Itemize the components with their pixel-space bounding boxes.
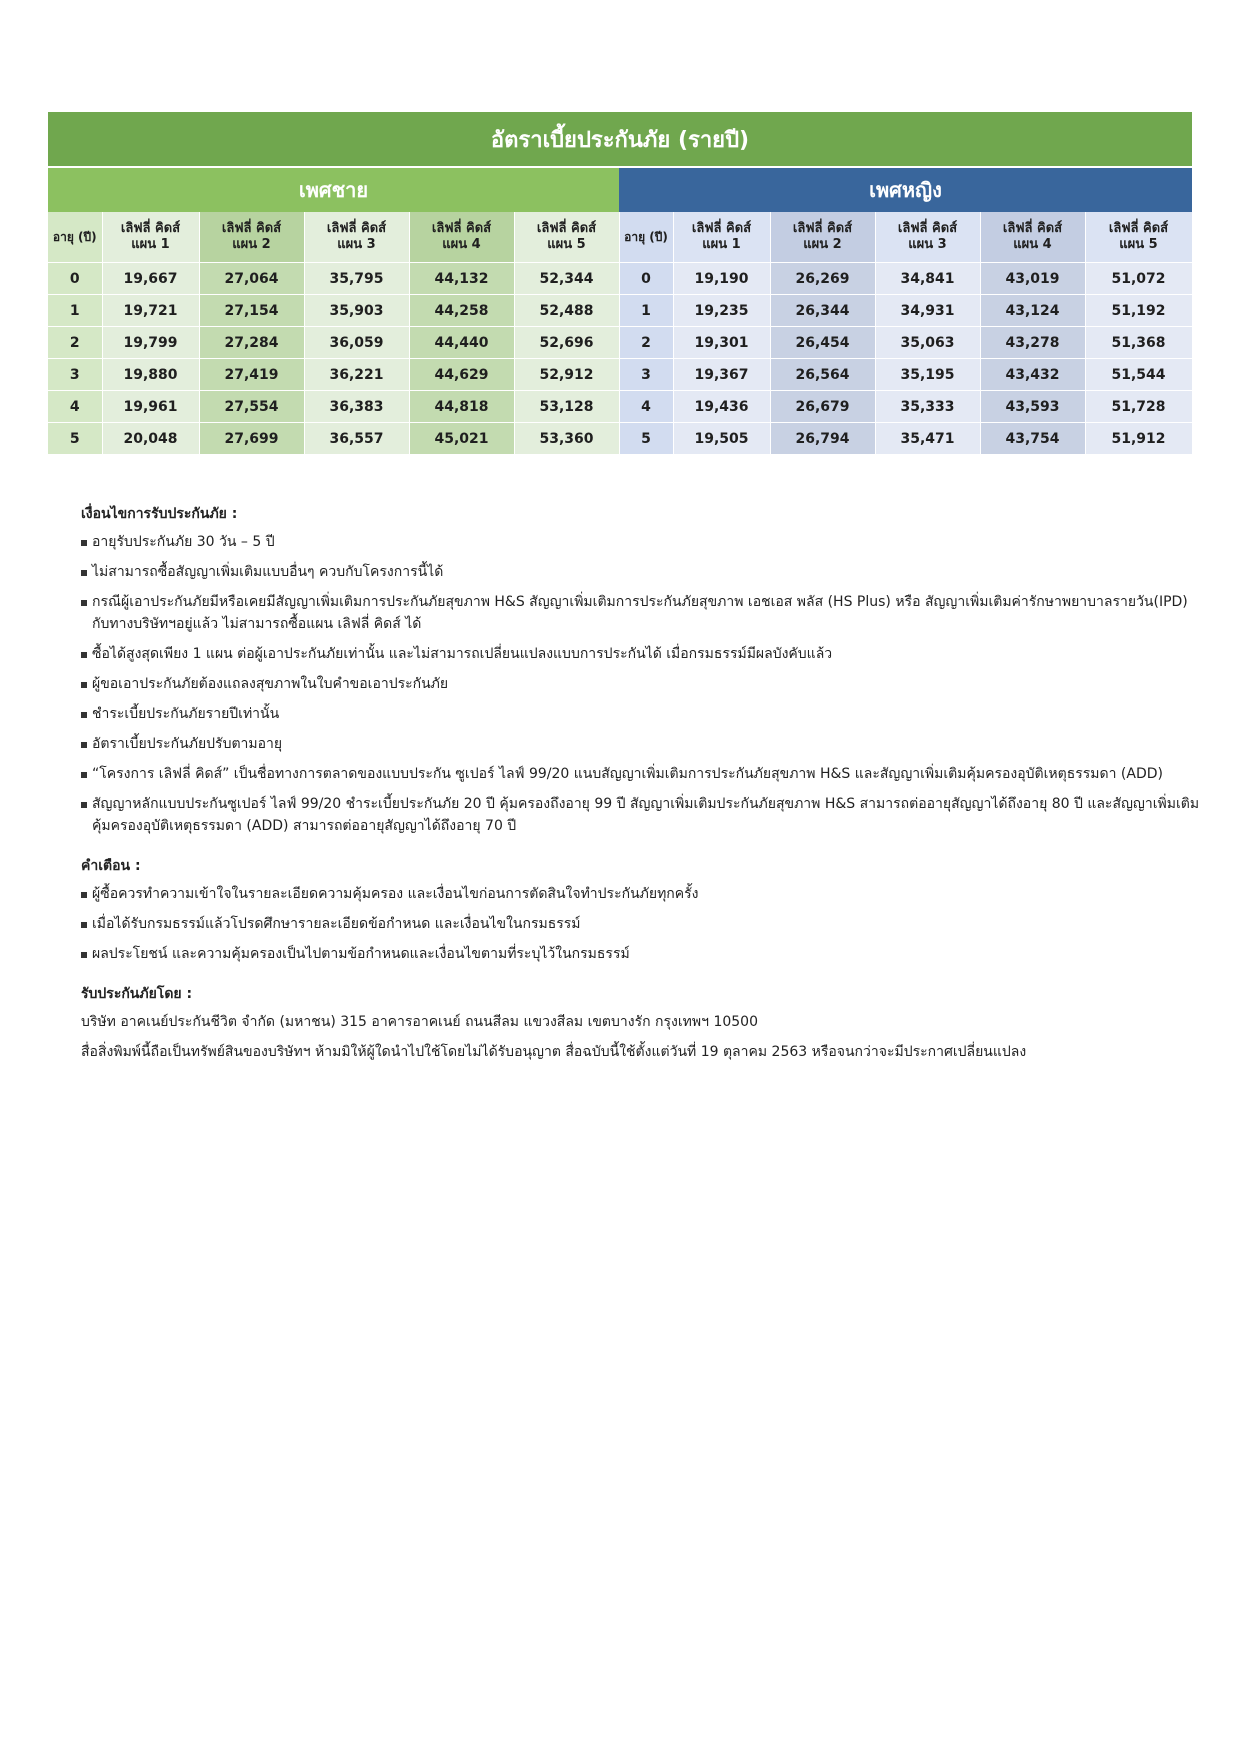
female-premium-cell: 51,544 — [1085, 359, 1192, 391]
list-item: อัตราเบี้ยประกันภัยปรับตามอายุ — [81, 733, 1201, 755]
female-premium-cell: 34,931 — [875, 295, 980, 327]
female-premium-cell: 19,505 — [673, 423, 770, 455]
female-premium-cell: 26,679 — [770, 391, 875, 423]
male-age-cell: 3 — [48, 359, 102, 391]
male-premium-cell: 27,419 — [199, 359, 304, 391]
male-premium-cell: 27,699 — [199, 423, 304, 455]
list-item: กรณีผู้เอาประกันภัยมีหรือเคยมีสัญญาเพิ่มเติมการประกันภัยสุขภาพ H&S สัญญาเพิ่มเติมการประกันภัยสุขภาพ เอชเอส พลัส (HS Plus) หรือ สัญญาเพิ่มเติมค่ารักษาพยาบาลรายวัน(IPD) กับทางบริษัทฯอยู่แล้ว ไม่สามารถซื้อแผน เลิฟลี่ คิดส์ ได้ — [81, 591, 1201, 635]
female-section-header: เพศหญิง — [619, 167, 1192, 212]
male-premium-cell: 35,903 — [304, 295, 409, 327]
male-age-cell: 2 — [48, 327, 102, 359]
female-premium-cell: 34,841 — [875, 263, 980, 295]
female-age-cell: 1 — [619, 295, 673, 327]
female-age-cell: 5 — [619, 423, 673, 455]
male-premium-cell: 36,221 — [304, 359, 409, 391]
table-row — [48, 263, 1192, 295]
warnings-list — [81, 883, 1201, 965]
copyright-notice: สื่อสิ่งพิมพ์นี้ถือเป็นทรัพย์สินของบริษัทฯ ห้ามมิให้ผู้ใดนำไปใช้โดยไม่ได้รับอนุญาต สื่อฉบับนี้ใช้ตั้งแต่วันที่ 19 ตุลาคม 2563 หรือจนกว่าจะมีประกาศเปลี่ยนแปลง — [81, 1044, 1027, 1060]
female-premium-cell: 51,192 — [1085, 295, 1192, 327]
male-premium-cell: 53,128 — [514, 391, 619, 423]
male-premium-cell: 44,258 — [409, 295, 514, 327]
male-premium-cell: 19,799 — [102, 327, 199, 359]
male-premium-cell: 44,440 — [409, 327, 514, 359]
female-plan-4-header: เลิฟลี่ คิดส์ แผน 4 — [980, 212, 1085, 263]
male-section-header: เพศชาย — [48, 167, 619, 212]
female-premium-cell: 43,019 — [980, 263, 1085, 295]
female-plan-1-header: เลิฟลี่ คิดส์ แผน 1 — [673, 212, 770, 263]
male-premium-cell: 44,818 — [409, 391, 514, 423]
female-premium-cell: 19,301 — [673, 327, 770, 359]
male-premium-cell: 44,132 — [409, 263, 514, 295]
male-plan-3-header: เลิฟลี่ คิดส์ แผน 3 — [304, 212, 409, 263]
female-premium-cell: 26,454 — [770, 327, 875, 359]
male-premium-cell: 20,048 — [102, 423, 199, 455]
female-premium-cell: 51,728 — [1085, 391, 1192, 423]
list-item: ชำระเบี้ยประกันภัยรายปีเท่านั้น — [81, 703, 1201, 725]
female-premium-cell: 26,564 — [770, 359, 875, 391]
list-item: ผู้ขอเอาประกันภัยต้องแถลงสุขภาพในใบคำขอเอาประกันภัย — [81, 673, 1201, 695]
table-row — [48, 391, 1192, 423]
female-premium-cell: 19,190 — [673, 263, 770, 295]
male-premium-cell: 52,696 — [514, 327, 619, 359]
female-age-header: อายุ (ปี) — [619, 212, 673, 263]
male-age-cell: 0 — [48, 263, 102, 295]
female-plan-3-header: เลิฟลี่ คิดส์ แผน 3 — [875, 212, 980, 263]
female-age-cell: 4 — [619, 391, 673, 423]
male-premium-cell: 53,360 — [514, 423, 619, 455]
male-premium-cell: 19,961 — [102, 391, 199, 423]
female-premium-cell: 35,333 — [875, 391, 980, 423]
female-premium-cell: 26,794 — [770, 423, 875, 455]
male-premium-cell: 45,021 — [409, 423, 514, 455]
male-premium-cell: 27,554 — [199, 391, 304, 423]
list-item: อายุรับประกันภัย 30 วัน – 5 ปี — [81, 531, 1201, 553]
female-premium-cell: 26,269 — [770, 263, 875, 295]
female-premium-cell: 51,368 — [1085, 327, 1192, 359]
male-premium-cell: 36,557 — [304, 423, 409, 455]
female-premium-cell: 19,436 — [673, 391, 770, 423]
male-age-cell: 1 — [48, 295, 102, 327]
male-plan-5-header: เลิฟลี่ คิดส์ แผน 5 — [514, 212, 619, 263]
female-premium-cell: 51,912 — [1085, 423, 1192, 455]
male-premium-cell: 19,667 — [102, 263, 199, 295]
list-item: ผู้ซื้อควรทำความเข้าใจในรายละเอียดความคุ้มครอง และเงื่อนไขก่อนการตัดสินใจทำประกันภัยทุกครั้ง — [81, 883, 1201, 905]
female-premium-cell: 43,593 — [980, 391, 1085, 423]
table-title: อัตราเบี้ยประกันภัย (รายปี) — [48, 112, 1192, 167]
male-premium-cell: 52,488 — [514, 295, 619, 327]
male-premium-cell: 19,721 — [102, 295, 199, 327]
male-age-header: อายุ (ปี) — [48, 212, 102, 263]
list-item: สัญญาหลักแบบประกันซูเปอร์ ไลฟ์ 99/20 ชำระเบี้ยประกันภัย 20 ปี คุ้มครองถึงอายุ 99 ปี สัญญาเพิ่มเติมประกันภัยสุขภาพ H&S สามารถต่ออายุสัญญาได้ถึงอายุ 80 ปี และสัญญาเพิ่มเติมคุ้มครองอุบัติเหตุธรรมดา (ADD) สามารถต่ออายุสัญญาได้ถึงอายุ 70 ปี — [81, 793, 1201, 837]
female-premium-cell: 43,278 — [980, 327, 1085, 359]
list-item: “โครงการ เลิฟลี่ คิดส์” เป็นชื่อทางการตลาดของแบบประกัน ซูเปอร์ ไลฟ์ 99/20 แนบสัญญาเพิ่มเติมการประกันภัยสุขภาพ H&S และสัญญาเพิ่มเติมคุ้มครองอุบัติเหตุธรรมดา (ADD) — [81, 763, 1201, 785]
list-item: ซื้อได้สูงสุดเพียง 1 แผน ต่อผู้เอาประกันภัยเท่านั้น และไม่สามารถเปลี่ยนแปลงแบบการประกันได้ เมื่อกรมธรรม์มีผลบังคับแล้ว — [81, 643, 1201, 665]
female-premium-cell: 35,195 — [875, 359, 980, 391]
male-premium-cell: 27,284 — [199, 327, 304, 359]
male-age-cell: 4 — [48, 391, 102, 423]
male-plan-2-header: เลิฟลี่ คิดส์ แผน 2 — [199, 212, 304, 263]
male-premium-cell: 52,912 — [514, 359, 619, 391]
table-row — [48, 359, 1192, 391]
female-age-cell: 3 — [619, 359, 673, 391]
female-premium-cell: 43,432 — [980, 359, 1085, 391]
male-age-cell: 5 — [48, 423, 102, 455]
male-premium-cell: 36,059 — [304, 327, 409, 359]
list-item: ไม่สามารถซื้อสัญญาเพิ่มเติมแบบอื่นๆ ควบกับโครงการนี้ได้ — [81, 561, 1201, 583]
conditions-list — [81, 531, 1201, 837]
warnings-title: คำเตือน : — [81, 858, 141, 874]
underwriter-title: รับประกันภัยโดย : — [81, 986, 193, 1002]
male-premium-cell: 19,880 — [102, 359, 199, 391]
list-item: เมื่อได้รับกรมธรรม์แล้วโปรดศึกษารายละเอียดข้อกำหนด และเงื่อนไขในกรมธรรม์ — [81, 913, 1201, 935]
female-premium-cell: 19,367 — [673, 359, 770, 391]
company-address: บริษัท อาคเนย์ประกันชีวิต จำกัด (มหาชน) 315 อาคารอาคเนย์ ถนนสีลม แขวงสีลม เขตบางรัก กรุงเทพฯ 10500 — [81, 1014, 758, 1030]
male-premium-cell: 44,629 — [409, 359, 514, 391]
conditions-title: เงื่อนไขการรับประกันภัย : — [81, 506, 238, 522]
premium-rate-table — [48, 112, 1193, 454]
female-premium-cell: 26,344 — [770, 295, 875, 327]
female-plan-2-header: เลิฟลี่ คิดส์ แผน 2 — [770, 212, 875, 263]
list-item: ผลประโยชน์ และความคุ้มครองเป็นไปตามข้อกำหนดและเงื่อนไขตามที่ระบุไว้ในกรมธรรม์ — [81, 943, 1201, 965]
female-premium-cell: 43,754 — [980, 423, 1085, 455]
male-plan-1-header: เลิฟลี่ คิดส์ แผน 1 — [102, 212, 199, 263]
table-row — [48, 327, 1192, 359]
female-premium-cell: 35,471 — [875, 423, 980, 455]
male-premium-cell: 36,383 — [304, 391, 409, 423]
female-premium-cell: 43,124 — [980, 295, 1085, 327]
female-premium-cell: 35,063 — [875, 327, 980, 359]
male-premium-cell: 52,344 — [514, 263, 619, 295]
male-premium-cell: 27,154 — [199, 295, 304, 327]
female-age-cell: 2 — [619, 327, 673, 359]
table-row — [48, 423, 1192, 455]
table-row — [48, 295, 1192, 327]
female-premium-cell: 51,072 — [1085, 263, 1192, 295]
female-premium-cell: 19,235 — [673, 295, 770, 327]
male-premium-cell: 35,795 — [304, 263, 409, 295]
female-age-cell: 0 — [619, 263, 673, 295]
notes-section — [81, 503, 1201, 1071]
female-plan-5-header: เลิฟลี่ คิดส์ แผน 5 — [1085, 212, 1192, 263]
male-premium-cell: 27,064 — [199, 263, 304, 295]
male-plan-4-header: เลิฟลี่ คิดส์ แผน 4 — [409, 212, 514, 263]
